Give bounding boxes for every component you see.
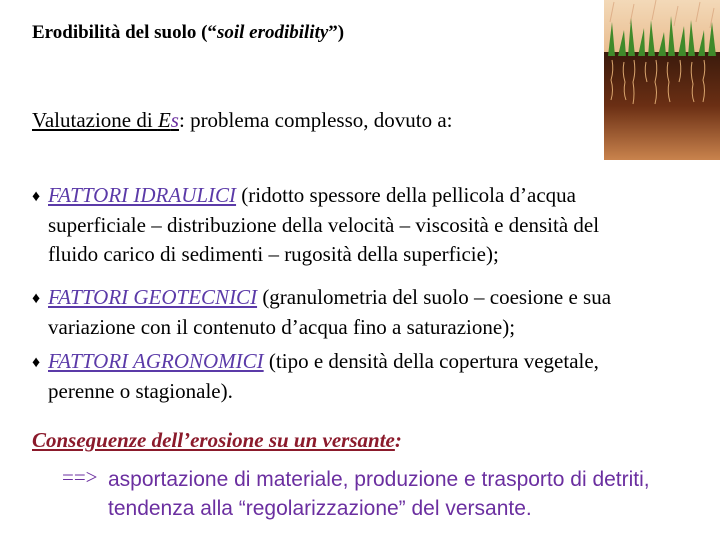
factor-item-geotechnical — [32, 283, 702, 342]
es-e: E — [157, 108, 171, 132]
consequences-line1: asportazione di materiale, produzione e trasporto di detriti, — [108, 468, 650, 491]
factor-line2: perenne o stagionale). — [48, 379, 233, 403]
diamond-bullet-icon: ♦ — [32, 188, 41, 205]
factor-line1: (granulometria del suolo – coesione e sua — [257, 285, 612, 309]
consequences-heading — [32, 428, 402, 453]
evaluation-suffix: : problema complesso, dovuto a: — [178, 108, 453, 132]
slide-title — [32, 22, 344, 44]
es-symbol — [158, 108, 179, 132]
factor-line2: superficiale – distribuzione della velocità – viscosità e densità del — [48, 213, 600, 237]
consequences-line2: tendenza alla “regolarizzazione” del versante. — [108, 497, 532, 520]
factor-line3: fluido carico di sedimenti – rugosità della superficie); — [48, 242, 499, 266]
factor-term: FATTORI IDRAULICI — [48, 183, 237, 207]
title-italic: soil erodibility — [216, 22, 329, 43]
factor-line2: variazione con il contenuto d’acqua fino a saturazione); — [48, 315, 516, 339]
title-prefix: Erodibilità del suolo (“ — [32, 22, 217, 43]
arrow-icon: ==> — [62, 465, 98, 489]
factor-item-agronomic — [32, 347, 702, 406]
consequences-colon: : — [394, 428, 402, 452]
es-s: s — [170, 108, 179, 132]
diamond-bullet-icon: ♦ — [32, 290, 41, 307]
consequences-text — [108, 465, 650, 523]
diamond-bullet-icon: ♦ — [32, 354, 41, 371]
evaluation-line — [32, 108, 453, 133]
factor-term: FATTORI GEOTECNICI — [48, 285, 258, 309]
title-suffix: ”) — [328, 22, 345, 43]
factor-item-hydraulic — [32, 181, 702, 269]
factor-line1: (tipo e densità della copertura vegetale, — [263, 349, 599, 373]
consequences-heading-text: Conseguenze dell’erosione su un versante — [32, 428, 395, 452]
factor-term: FATTORI AGRONOMICI — [48, 349, 264, 373]
factor-line1: (ridotto spessore della pellicola d’acqua — [236, 183, 577, 207]
soil-illustration — [604, 0, 720, 160]
evaluation-prefix: Valutazione di — [32, 108, 158, 132]
